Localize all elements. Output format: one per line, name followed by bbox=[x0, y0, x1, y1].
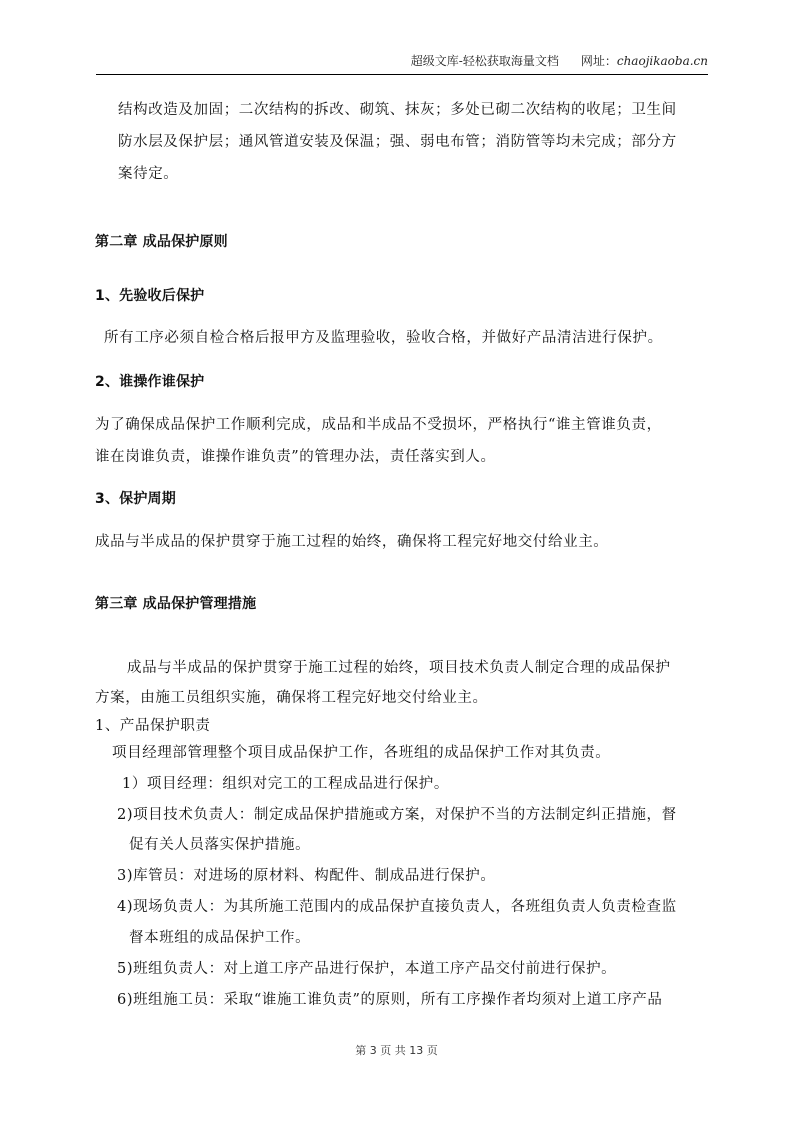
duty-item-1: 1）项目经理：组织对完工的工程成品进行保护。 bbox=[122, 776, 449, 792]
duties-heading: 1、产品保护职责 bbox=[95, 718, 211, 734]
duty-item-2: 2)项目技术负责人：制定成品保护措施或方案，对保护不当的方法制定纠正措施，督 bbox=[117, 807, 677, 823]
section1-text: 所有工序必须自检合格后报甲方及监理验收，验收合格，并做好产品清洁进行保护。 bbox=[104, 330, 663, 346]
chapter3-intro-2: 方案，由施工员组织实施，确保将工程完好地交付给业主。 bbox=[95, 690, 488, 706]
duty-item-5: 5)班组负责人：对上道工序产品进行保护，本道工序产品交付前进行保护。 bbox=[117, 961, 617, 977]
header-site-name: 超级文库-轻松获取海量文档 bbox=[410, 54, 559, 68]
duty-item-4-cont: 督本班组的成品保护工作。 bbox=[129, 930, 311, 946]
duty-item-2-cont: 促有关人员落实保护措施。 bbox=[129, 837, 311, 853]
section2-text-1: 为了确保成品保护工作顺利完成，成品和半成品不受损坏，严格执行“谁主管谁负责， bbox=[95, 417, 662, 433]
duty-item-6: 6)班组施工员：采取“谁施工谁负责”的原则，所有工序操作者均须对上道工序产品 bbox=[117, 992, 663, 1008]
page-header bbox=[96, 52, 708, 75]
duty-item-3: 3)库管员：对进场的原材料、构配件、制成品进行保护。 bbox=[117, 868, 496, 884]
intro-line-2: 防水层及保护层；通风管道安装及保温；强、弱电布管；消防管等均未完成；部分方 bbox=[118, 134, 677, 150]
chapter2-title: 第二章 成品保护原则 bbox=[95, 234, 228, 250]
section2-text-2: 谁在岗谁负责，谁操作谁负责”的管理办法，责任落实到人。 bbox=[95, 449, 496, 465]
section3-text: 成品与半成品的保护贯穿于施工过程的始终，确保将工程完好地交付给业主。 bbox=[95, 534, 609, 550]
page-number: 第 3 页 共 13 页 bbox=[355, 1044, 438, 1057]
duty-item-4: 4)现场负责人：为其所施工范围内的成品保护直接负责人，各班组负责人负责检查监 bbox=[117, 899, 677, 915]
intro-line-3: 案待定。 bbox=[118, 166, 179, 182]
section-heading-1: 1、先验收后保护 bbox=[95, 288, 205, 304]
chapter3-title: 第三章 成品保护管理措施 bbox=[95, 596, 257, 612]
section-heading-2: 2、谁操作谁保护 bbox=[95, 374, 205, 390]
header-url: chaojikaoba.cn bbox=[616, 54, 708, 68]
intro-line-1: 结构改造及加固；二次结构的拆改、砌筑、抹灰；多处已砌二次结构的收尾；卫生间 bbox=[118, 102, 677, 118]
chapter3-intro-1: 成品与半成品的保护贯穿于施工过程的始终，项目技术负责人制定合理的成品保护 bbox=[127, 660, 671, 676]
section-heading-3: 3、保护周期 bbox=[95, 491, 176, 507]
duties-intro: 项目经理部管理整个项目成品保护工作，各班组的成品保护工作对其负责。 bbox=[112, 745, 611, 761]
header-url-label: 网址： bbox=[580, 54, 617, 68]
